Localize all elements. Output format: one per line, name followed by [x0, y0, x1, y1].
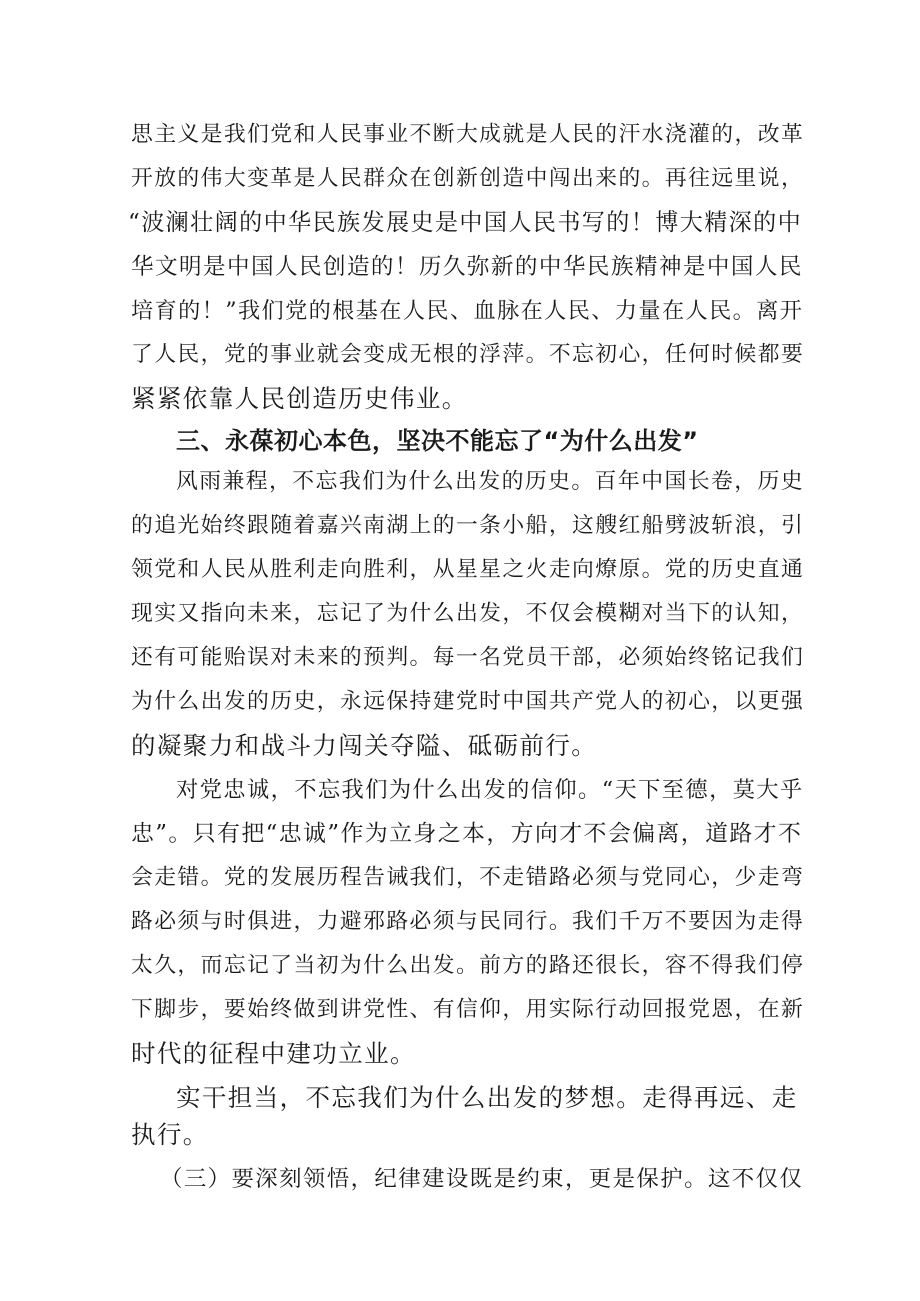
text-line: 紧紧依靠人民创造历史伟业。: [131, 384, 468, 413]
text-line: 培育的！”我们党的根基在人民、血脉在人民、力量在人民。离开: [131, 298, 804, 324]
text-line: 路必须与时俱进，力避邪路必须与民同行。我们千万不要因为走得: [131, 909, 805, 934]
text-line: 时代的征程中建功立业。: [131, 1039, 416, 1068]
text-line: 会走错。党的发展历程告诫我们，不走错路必须与党同心，少走弯: [131, 865, 805, 890]
text-line: （三）要深刻领悟，纪律建设既是约束，更是保护。这不仅仅: [160, 1166, 804, 1192]
text-line: 的追光始终跟随着嘉兴南湖上的一条小船，这艘红船劈波斩浪，引: [131, 513, 805, 538]
text-line: 领党和人民从胜利走向胜利，从星星之火走向燎原。党的历史直通: [131, 557, 805, 582]
text-line: 了人民，党的事业就会变成无根的浮萍。不忘初心，任何时候都要: [131, 342, 805, 367]
section-heading: 三、永葆初心本色，坚决不能忘了“为什么出发”: [176, 427, 699, 455]
text-line: 执行。: [131, 1120, 209, 1149]
text-line: 下脚步，要始终做到讲党性、有信仰，用实际行动回报党恩，在新: [131, 997, 805, 1022]
text-line: “波澜壮阔的中华民族发展史是中国人民书写的！博大精深的中: [128, 210, 803, 236]
text-line: 还有可能贻误对未来的预判。每一名党员干部，必须始终铭记我们: [131, 645, 805, 670]
text-line: 对党忠诚，不忘我们为什么出发的信仰。“天下至德，莫大乎: [176, 777, 804, 803]
text-line: 的凝聚力和战斗力闯关夺隘、砥砺前行。: [131, 731, 598, 760]
text-line: 为什么出发的历史，永远保持建党时中国共产党人的初心，以更强: [131, 689, 805, 714]
text-line: 实干担当，不忘我们为什么出发的梦想。走得再远、走: [176, 1083, 798, 1112]
text-line: 华文明是中国人民创造的！历久弥新的中华民族精神是中国人民: [131, 254, 803, 280]
text-line: 现实又指向未来，忘记了为什么出发，不仅会模糊对当下的认知，: [131, 601, 805, 626]
text-line: 忠”。只有把“忠诚”作为立身之本，方向才不会偏离，道路才不: [131, 821, 803, 847]
text-line: 太久，而忘记了当初为什么出发。前方的路还很长，容不得我们停: [131, 953, 805, 978]
text-line: 思主义是我们党和人民事业不断大成就是人民的汗水浇灌的，改革: [131, 122, 805, 147]
text-line: 开放的伟大变革是人民群众在创新创造中闯出来的。再往远里说，: [131, 166, 805, 191]
text-line: 风雨兼程，不忘我们为什么出发的历史。百年中国长卷，历史: [176, 469, 805, 494]
